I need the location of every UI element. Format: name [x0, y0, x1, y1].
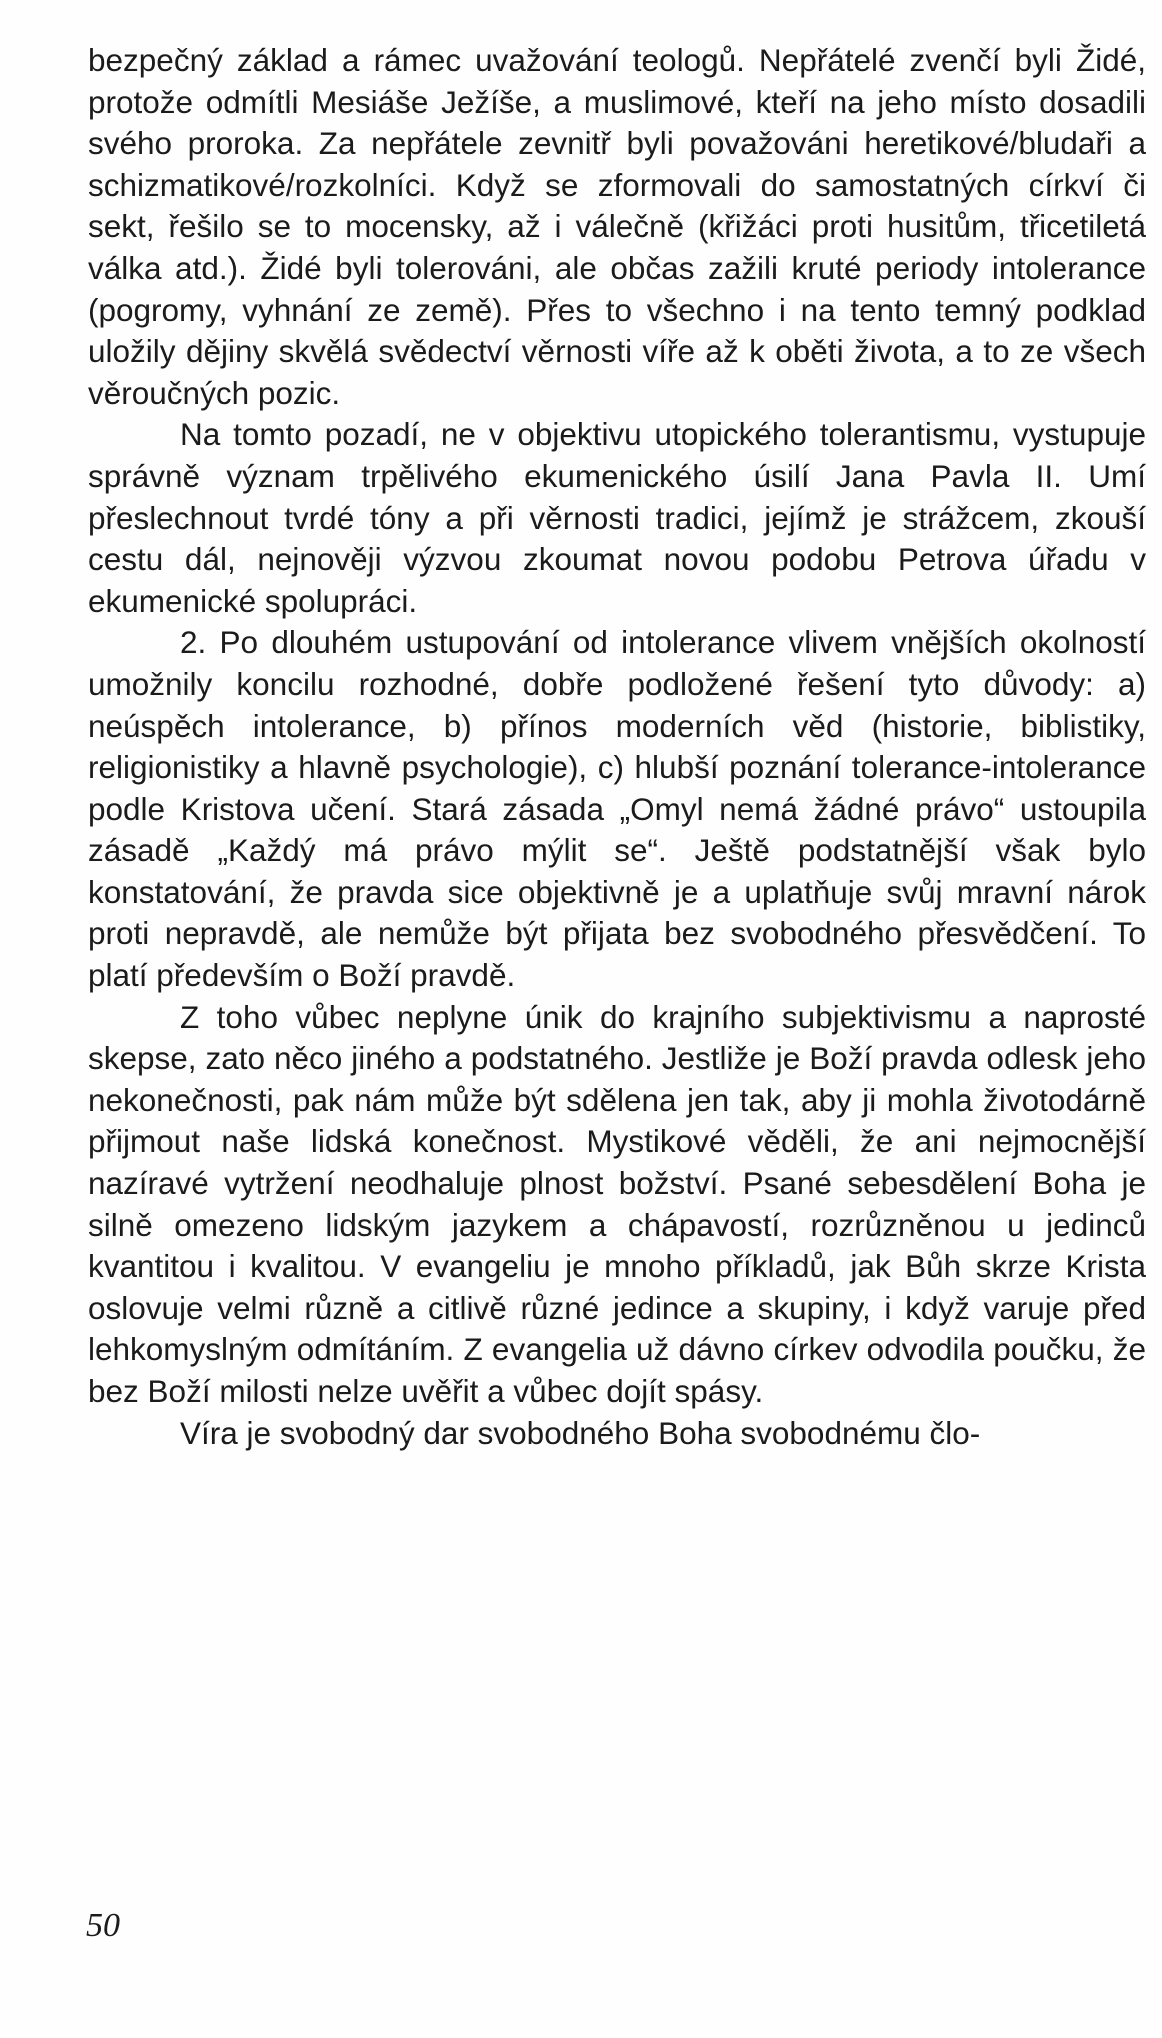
paragraph-4: Z toho vůbec neplyne únik do krajního subjektivismu a naprosté skepse, zato něco jiného a podstatného. Jestliže je Boží pravda odlesk jeho nekonečnosti, pak nám může být sdělena jen tak, aby ji mohla životodárně přijmout naše lidská konečnost. Mystikové věděli, že ani nejmocnější nazíravé vytržení neodhaluje plnost božství. Psané sebesdělení Boha je silně omezeno lidským jazykem a chápavostí, rozrůzněnou u jedinců kvantitou i kvalitou. V evangeliu je mnoho příkladů, jak Bůh skrze Krista oslovuje velmi různě a citlivě různé jedince a skupiny, i když varuje před lehkomyslným odmítáním. Z evangelia už dávno církev odvodila poučku, že bez Boží milosti nelze uvěřit a vůbec dojít spásy.	[88, 998, 1146, 1409]
paragraph-5: Víra je svobodný dar svobodného Boha svobodnému člo-	[180, 1414, 981, 1451]
body-text	[88, 40, 1146, 1454]
paragraph-1: bezpečný základ a rámec uvažování teologů. Nepřátelé zvenčí byli Židé, protože odmítli Mesiáše Ježíše, a muslimové, kteří na jeho místo dosadili svého proroka. Za nepřátele zevnitř byli považováni heretikové/bludaři a schizmatikové/rozkolníci. Když se zformovali do samostatných církví či sekt, řešilo se to mocensky, až i válečně (křižáci proti husitům, třicetiletá válka atd.). Židé byli tolerováni, ale občas zažili kruté periody intolerance (pogromy, vyhnání ze země). Přes to všechno i na tento temný podklad uložily dějiny skvělá svědectví věrnosti víře až k oběti života, a to ze všech věroučných pozic.	[88, 42, 1146, 411]
paragraph-3: 2. Po dlouhém ustupování od intolerance vlivem vnějších okolností umožnily koncilu rozhodné, dobře podložené řešení tyto důvody: a) neúspěch intolerance, b) přínos moderních věd (historie, biblistiky, religionistiky a hlavně psychologie), c) hlubší poznání tolerance-intolerance podle Kristova učení. Stará zásada „Omyl nemá žádné právo“ ustoupila zásadě „Každý má právo mýlit se“. Ještě podstatnější však bylo konstatování, že pravda sice objektivně je a uplatňuje svůj mravní nárok proti nepravdě, ale nemůže být přijata bez svobodného přesvědčení. To platí především o Boží pravdě.	[88, 624, 1146, 994]
paragraph-2: Na tomto pozadí, ne v objektivu utopického tolerantismu, vystupuje správně význam trpělivého ekumenického úsilí Jana Pavla II. Umí přeslechnout tvrdé tóny a při věrnosti tradici, jejímž je strážcem, zkouší cestu dál, nejnověji výzvou zkoumat novou podobu Petrova úřadu v ekumenické spolupráci.	[88, 416, 1146, 619]
page-number: 50	[86, 1907, 120, 1944]
